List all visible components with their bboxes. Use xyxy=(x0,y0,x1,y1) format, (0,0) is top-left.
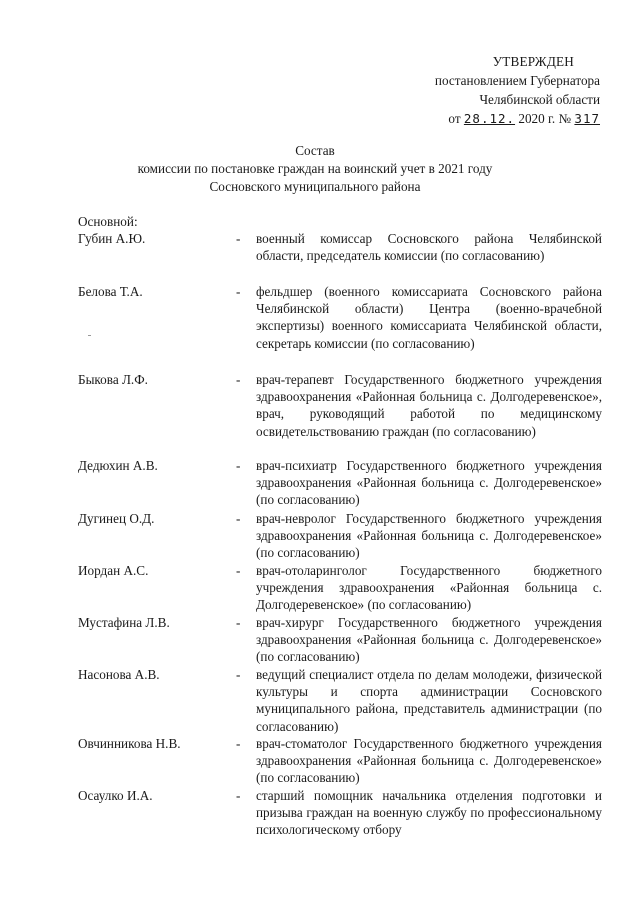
member-name: Осаулко И.А. xyxy=(78,788,153,803)
member-dash: - xyxy=(236,511,241,526)
approval-year: 2020 г. № xyxy=(518,111,572,126)
member-name: Дугинец О.Д. xyxy=(78,511,155,526)
title-line-1: Состав xyxy=(295,143,335,158)
member-dash: - xyxy=(236,563,241,578)
scan-speck xyxy=(88,335,91,336)
approval-from: от xyxy=(448,111,461,126)
member-description: врач-хирург Государственного бюджетного учреждения здравоохранения «Районная больница с. Долгодеревенское» (по согласованию) xyxy=(256,615,602,665)
member-name: Дедюхин А.В. xyxy=(78,458,158,473)
approval-date-line xyxy=(380,109,600,128)
title-line-2: комиссии по постановке граждан на воинский учет в 2021 году xyxy=(137,161,493,176)
approval-line-2: Челябинской области xyxy=(479,92,600,107)
document-title xyxy=(80,142,550,196)
member-description: старший помощник начальника отделения подготовки и призыва граждан на военную службу по профессиональному психологическому отбору xyxy=(256,788,602,838)
member-description: ведущий специалист отдела по делам молодежи, физической культуры и спорта администрации Сосновского муниципального района, представитель администрации (по согласованию) xyxy=(256,667,602,734)
member-name: Насонова А.В. xyxy=(78,667,160,682)
member-name: Мустафина Л.В. xyxy=(78,615,170,630)
title-line-3: Сосновского муниципального района xyxy=(209,179,421,194)
member-dash: - xyxy=(236,372,241,387)
member-description: врач-психиатр Государственного бюджетного учреждения здравоохранения «Районная больница с. Долгодеревенское» (по согласованию) xyxy=(256,458,602,508)
member-description: врач-терапевт Государственного бюджетного учреждения здравоохранения «Районная больница с. Долгодеревенское», врач, руководящий работой по медицинскому освидетельствованию граждан (по согласованию) xyxy=(256,372,602,439)
member-description: врач-невролог Государственного бюджетного учреждения здравоохранения «Районная больница с. Долгодеревенское» (по согласованию) xyxy=(256,511,602,561)
member-dash: - xyxy=(236,284,241,299)
member-dash: - xyxy=(236,615,241,630)
approval-number: 317 xyxy=(574,111,600,126)
member-name: Быкова Л.Ф. xyxy=(78,372,148,387)
member-name: Иордан А.С. xyxy=(78,563,149,578)
member-dash: - xyxy=(236,736,241,751)
member-name: Овчинникова Н.В. xyxy=(78,736,181,751)
member-dash: - xyxy=(236,231,241,246)
member-description: военный комиссар Сосновского района Челябинской области, председатель комиссии (по согласованию) xyxy=(256,231,602,264)
section-label: Основной: xyxy=(78,214,138,229)
member-description: фельдшер (военного комиссариата Сосновского района Челябинской области) Центра (военно-врачебной экспертизы) военного комиссариата Челябинской области, секретарь комиссии (по согласованию) xyxy=(256,284,602,351)
approval-block xyxy=(380,52,600,128)
member-dash: - xyxy=(236,458,241,473)
member-description: врач-отоларинголог Государственного бюджетного учреждения здравоохранения «Районная больница с. Долгодеревенское» (по согласованию) xyxy=(256,563,602,613)
approval-heading: УТВЕРЖДЕН xyxy=(492,54,574,69)
member-dash: - xyxy=(236,788,241,803)
approval-line-1: постановлением Губернатора xyxy=(434,73,600,88)
member-name: Белова Т.А. xyxy=(78,284,143,299)
member-dash: - xyxy=(236,667,241,682)
member-description: врач-стоматолог Государственного бюджетного учреждения здравоохранения «Районная больница с. Долгодеревенское» (по согласованию) xyxy=(256,736,602,786)
member-name: Губин А.Ю. xyxy=(78,231,146,246)
approval-date: 28.12. xyxy=(463,111,516,126)
